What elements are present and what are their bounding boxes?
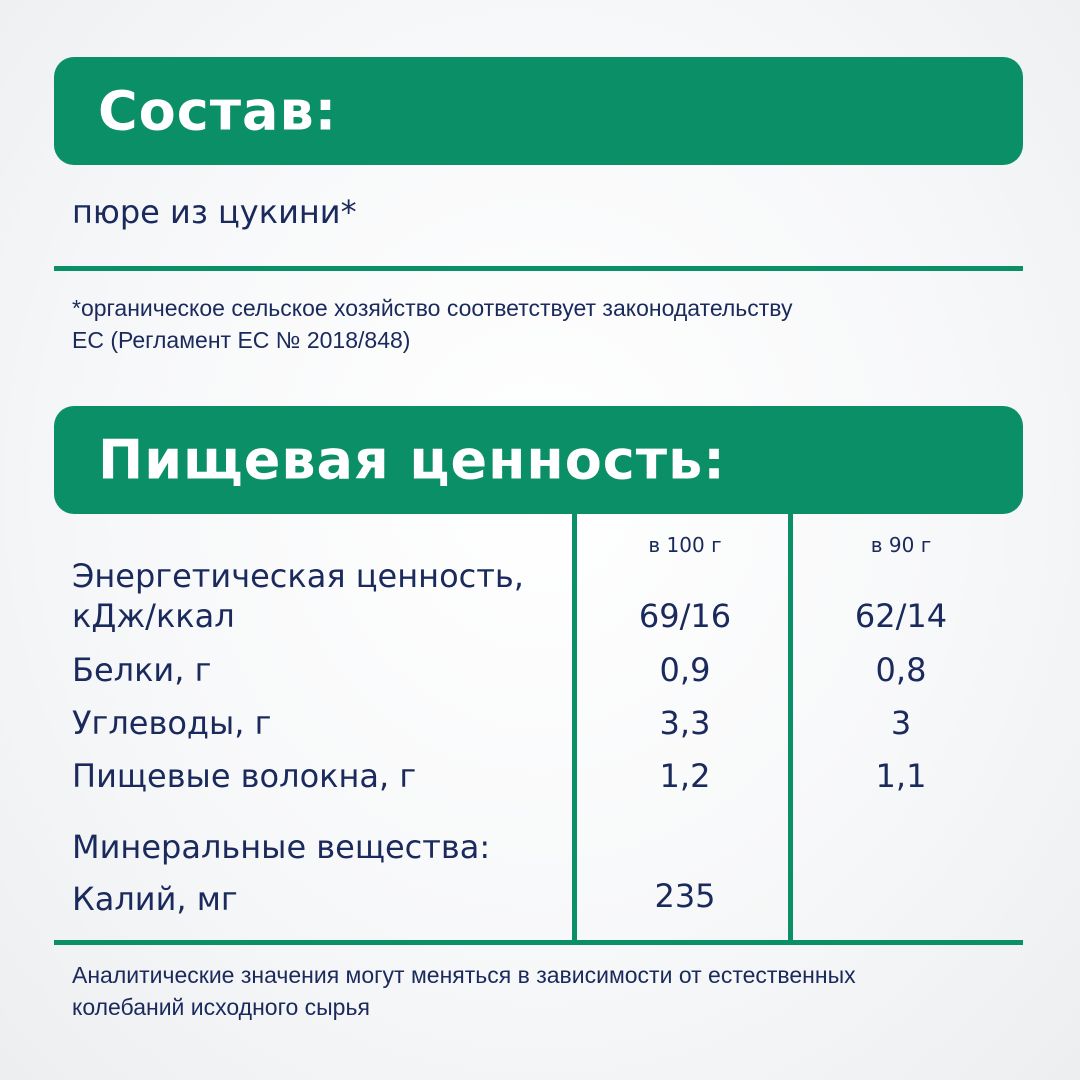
row-label-protein: Белки, г <box>72 651 212 689</box>
analytic-values-note <box>72 959 856 1023</box>
analytic-note-line1: Аналитические значения могут меняться в зависимости от естественных <box>72 962 856 988</box>
row-label-energy-line1: Энергетическая ценность, <box>72 557 524 595</box>
row-label-fiber: Пищевые волокна, г <box>72 757 417 795</box>
composition-banner <box>54 57 1023 165</box>
value-fiber-100g: 1,2 <box>659 757 711 795</box>
analytic-note-line2: колебаний исходного сырья <box>72 994 370 1020</box>
value-protein-90g: 0,8 <box>875 651 927 689</box>
value-carbohydrates-90g: 3 <box>890 704 912 742</box>
table-bottom-divider <box>54 940 1023 945</box>
ingredients-divider <box>54 266 1023 271</box>
column-header-90g: в 90 г <box>870 533 932 557</box>
composition-title: Состав: <box>98 79 338 143</box>
row-label-energy <box>72 556 524 636</box>
organic-footnote <box>72 292 793 356</box>
organic-footnote-line2: ЕС (Регламент ЕС № 2018/848) <box>72 327 411 353</box>
value-protein-100g: 0,9 <box>659 651 711 689</box>
organic-footnote-line1: *органическое сельское хозяйство соответствует законодательству <box>72 295 793 321</box>
row-label-energy-line2: кДж/ккал <box>72 597 235 635</box>
value-potassium-100g: 235 <box>654 877 716 915</box>
row-label-minerals: Минеральные вещества: <box>72 828 491 866</box>
nutrition-title: Пищевая ценность: <box>98 428 726 492</box>
value-carbohydrates-100g: 3,3 <box>659 704 711 742</box>
ingredient-text: пюре из цукини* <box>72 193 357 231</box>
nutrition-banner <box>54 406 1023 514</box>
value-energy-100g: 69/16 <box>638 597 732 635</box>
row-label-potassium: Калий, мг <box>72 880 238 918</box>
value-energy-90g: 62/14 <box>854 597 948 635</box>
column-header-100g: в 100 г <box>648 533 722 557</box>
value-fiber-90g: 1,1 <box>875 757 927 795</box>
row-label-carbohydrates: Углеводы, г <box>72 704 272 742</box>
